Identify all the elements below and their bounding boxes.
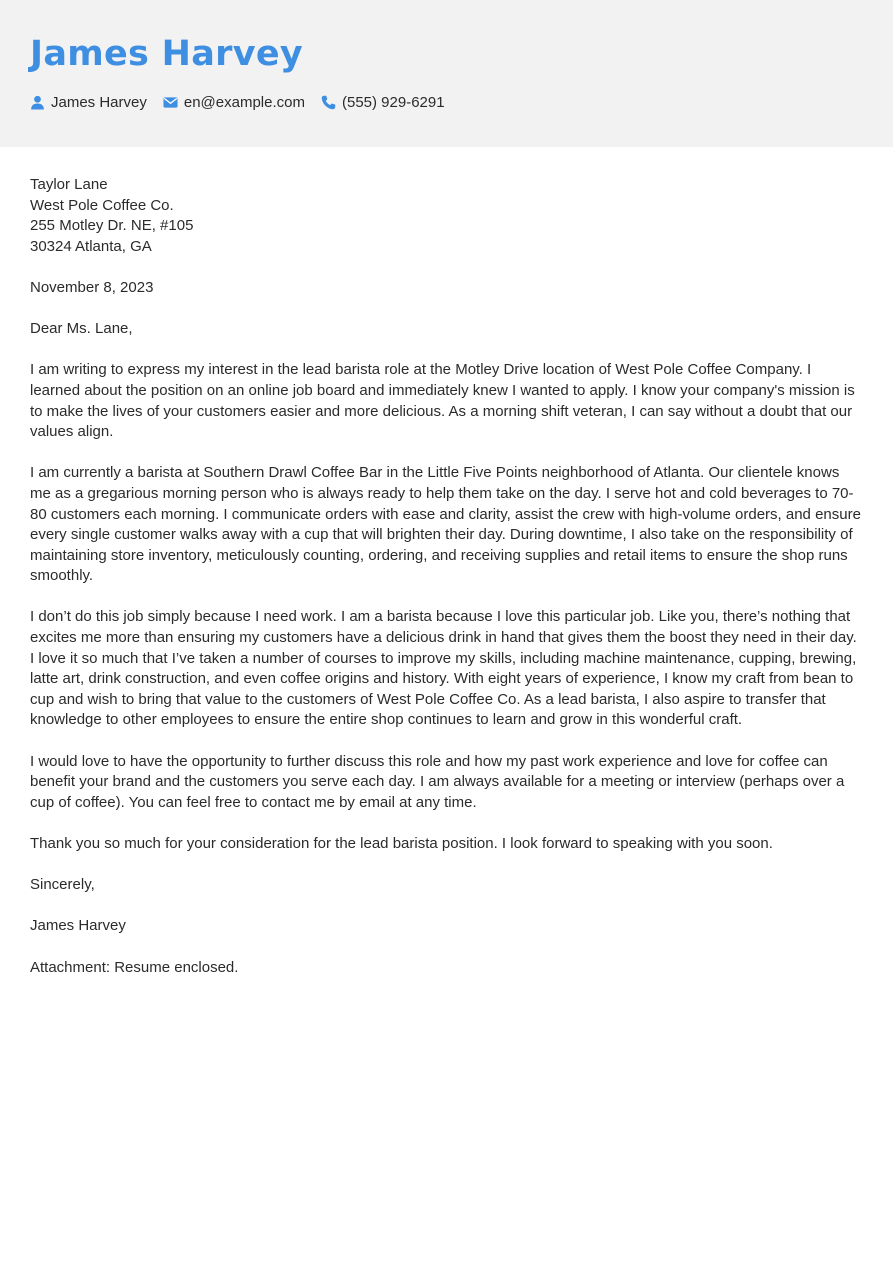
applicant-name: James Harvey [30,34,304,74]
body-paragraph: I don’t do this job simply because I need work. I am a barista because I love this particular job. Like you, there’s nothing that excites me more than ensuring my customers have a delicious drink in hand that gives them the boost they need in their day. I love it so much that I’ve taken a number of courses to improve my skills, including machine maintenance, cupping, brewing, latte art, drink construction, and even coffee origins and history. With eight years of experience, I know my craft from bean to cup and wish to bring that value to the customers of West Pole Coffee Co. As a lead barista, I also aspire to transfer that knowledge to other employees to ensure the entire shop continues to learn and grow in this wonderful craft. [30,608,857,729]
recipient-city: 30324 Atlanta, GA [30,237,152,255]
contact-phone-text[interactable]: (555) 929-6291 [341,94,445,111]
recipient-address [30,175,863,257]
phone-icon [321,95,336,110]
letter-date: November 8, 2023 [30,278,154,296]
body-paragraph: I am currently a barista at Southern Drawl Coffee Bar in the Little Five Points neighborhood of Atlanta. Our clientele knows me as a gregarious morning person who is always ready to help them take on the day. I serve hot and cold beverages to 70-80 customers each morning. I communicate orders with ease and clarity, assist the crew with high-volume orders, and ensure every single customer walks away with a cup that will brighten their day. During downtime, I also take on the responsibility of maintaining store inventory, meticulously counting, ordering, and receiving supplies and retail items to ensure the shop runs smoothly. [30,464,861,585]
letter-header [0,0,893,147]
body-paragraph: Thank you so much for your consideration for the lead barista position. I look forward to speaking with you soon. [30,835,773,852]
body-paragraph: I would love to have the opportunity to further discuss this role and how my past work experience and love for coffee can benefit your brand and the customers you serve each day. I am always available for a meeting or interview (perhaps over a cup of coffee). You can feel free to contact me by email at any time. [30,752,845,811]
closing: Sincerely, [30,876,95,894]
recipient-street: 255 Motley Dr. NE, #105 [30,217,194,235]
body-paragraph: I am writing to express my interest in the lead barista role at the Motley Drive location of West Pole Coffee Company. I learned about the position on an online job board and immediately knew I wanted to apply. I know your company's mission is to make the lives of your customers easier and more delicious. As a morning shift veteran, I can say without a doubt that our values align. [30,361,855,441]
letter-body [0,147,893,978]
contact-email-text[interactable]: en@example.com [183,94,305,111]
recipient-name: Taylor Lane [30,176,108,193]
contact-person [30,94,147,111]
attachment-note: Attachment: Resume enclosed. [30,958,239,976]
recipient-company: West Pole Coffee Co. [30,196,174,214]
envelope-icon [163,95,178,110]
contact-person-text: James Harvey [51,94,147,111]
contact-phone[interactable] [321,94,445,111]
contact-info [30,94,863,111]
signature: James Harvey [30,917,126,935]
contact-email[interactable] [163,94,305,111]
salutation: Dear Ms. Lane, [30,320,133,338]
user-icon [30,95,45,110]
